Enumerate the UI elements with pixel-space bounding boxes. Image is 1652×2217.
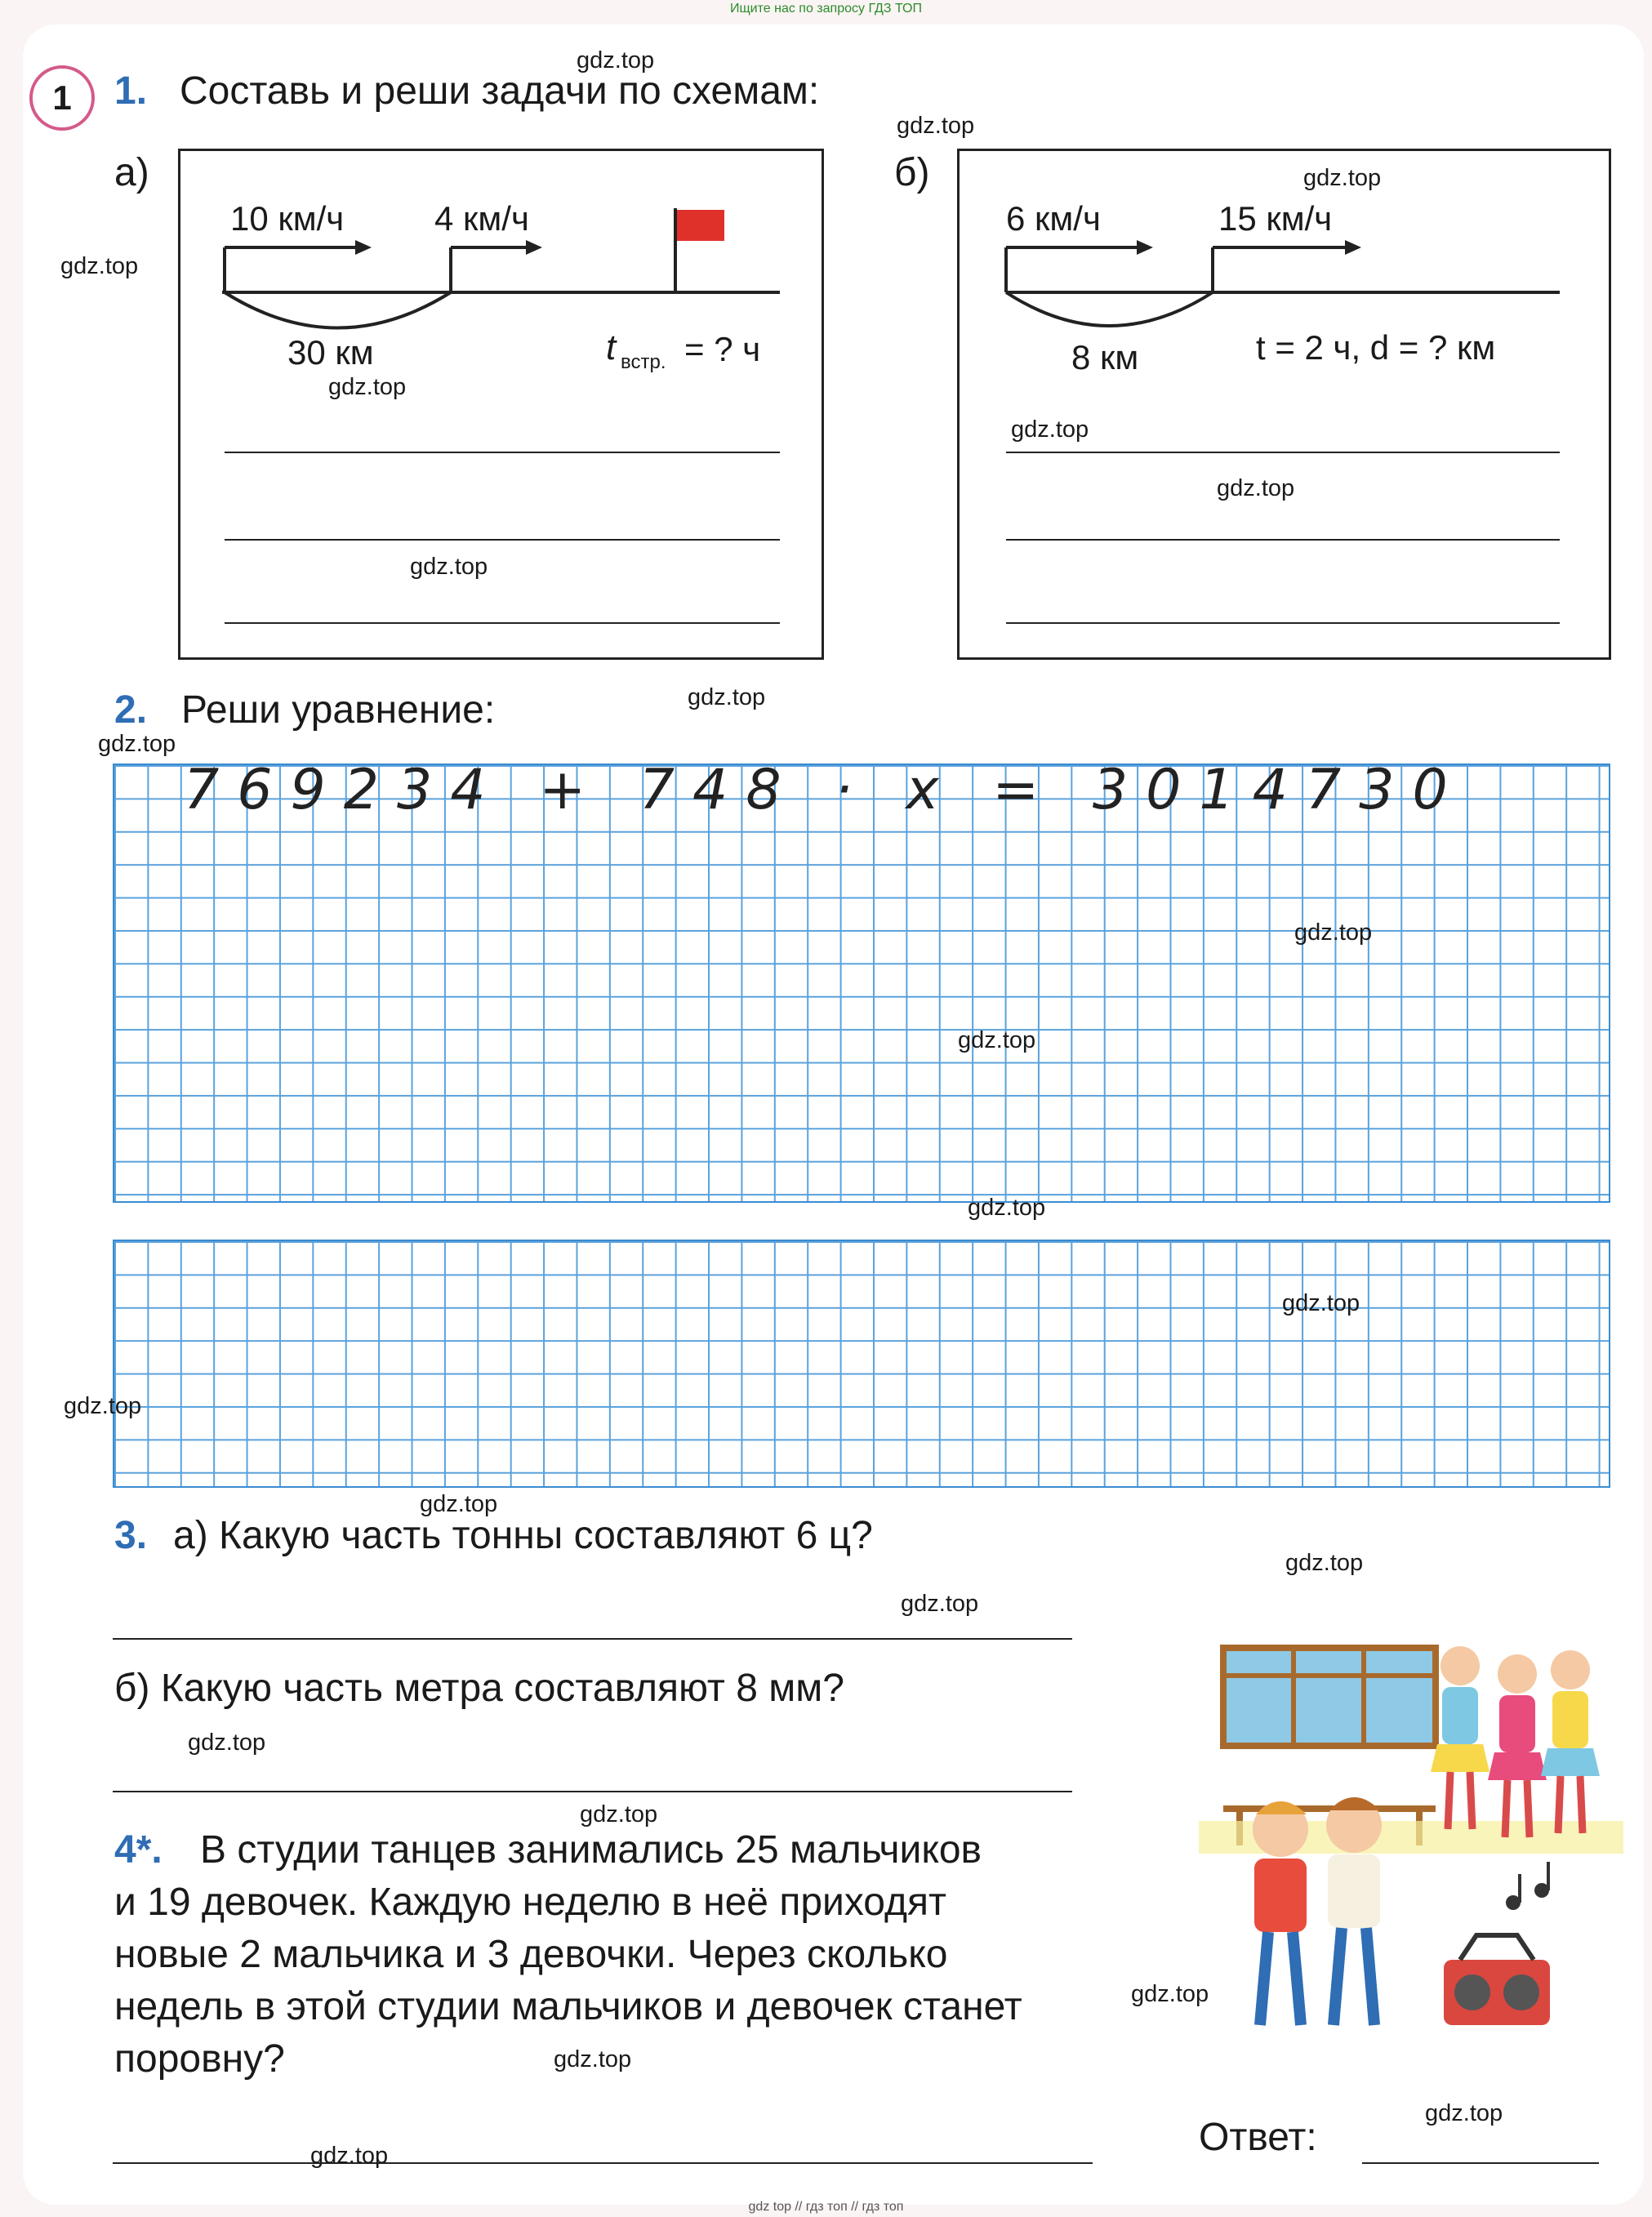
bottom-banner: gdz top // гдз топ // гдз топ — [748, 2200, 904, 2214]
scheme-b-distance-arc — [1006, 292, 1213, 326]
task4-line-1: В студии танцев занимались 25 мальчиков — [200, 1828, 982, 1872]
dance-studio-illustration — [1199, 1633, 1623, 2058]
scheme-a-t-subscript: встр. — [621, 351, 666, 373]
watermark: gdz.top — [98, 731, 176, 757]
task3-a: а) Какую часть тонны составляют 6 ц? — [173, 1514, 873, 1557]
scheme-b-label: б) — [894, 151, 930, 194]
watermark: gdz.top — [554, 2046, 632, 2072]
watermark: gdz.top — [577, 47, 655, 73]
task4-answer-line-1[interactable] — [113, 2162, 1093, 2164]
task4-line-4: недель в этой студии мальчиков и девочек станет — [114, 1985, 1022, 2028]
watermark: gdz.top — [188, 1730, 266, 1756]
scheme-b-arrow-stems — [1006, 247, 1213, 292]
top-banner: Ищите нас по запросу ГДЗ ТОП — [730, 2, 922, 16]
lesson-badge: 1 — [29, 65, 95, 131]
radio-icon — [1444, 1935, 1550, 2025]
watermark: gdz.top — [901, 1591, 979, 1617]
task1-number: 1. — [114, 69, 148, 113]
scheme-b-distance: 8 км — [1071, 338, 1139, 376]
scheme-a-speed2: 4 км/ч — [434, 199, 529, 238]
watermark: gdz.top — [958, 1027, 1036, 1053]
window-icon — [1223, 1648, 1436, 1746]
watermark: gdz.top — [1303, 165, 1382, 191]
watermark: gdz.top — [897, 113, 975, 139]
watermark: gdz.top — [1131, 1981, 1209, 2007]
task2-title: Реши уравнение: — [181, 688, 496, 732]
equation-grid[interactable] — [113, 763, 1610, 1203]
scheme-a-label: а) — [114, 151, 149, 194]
watermark: gdz.top — [64, 1393, 142, 1419]
watermark: gdz.top — [1011, 416, 1089, 443]
music-notes-icon — [1506, 1862, 1549, 1910]
scheme-b-answer-line-1 — [1006, 452, 1560, 453]
scheme-a-speed1: 10 км/ч — [230, 199, 345, 238]
answer-line[interactable] — [1362, 2162, 1599, 2164]
watermark: gdz.top — [580, 1801, 658, 1827]
watermark: gdz.top — [1217, 475, 1295, 501]
watermark: gdz.top — [1425, 2100, 1503, 2126]
task4-number: 4*. — [114, 1828, 163, 1872]
task2-number: 2. — [114, 688, 148, 732]
task3-number: 3. — [114, 1514, 148, 1557]
scheme-b-arrow-1 — [1006, 240, 1153, 255]
watermark: gdz.top — [1294, 919, 1373, 946]
scheme-a-distance: 30 км — [287, 333, 374, 372]
watermark: gdz.top — [60, 253, 139, 279]
task4-line-3: новые 2 мальчика и 3 девочки. Через сколько — [114, 1933, 948, 1976]
scheme-b-speed1: 6 км/ч — [1006, 199, 1101, 238]
equation-handwritten: 769234 + 748 · x = 3014730 — [184, 758, 1466, 822]
watermark: gdz.top — [1285, 1550, 1364, 1576]
task3-b-answer-line[interactable] — [113, 1791, 1072, 1792]
scheme-b-answer-line-2 — [1006, 539, 1560, 541]
task3-a-answer-line[interactable] — [113, 1638, 1072, 1640]
task4-line-5: поровну? — [114, 2037, 285, 2081]
scheme-b-question: t = 2 ч, d = ? км — [1256, 328, 1496, 367]
solution-grid[interactable] — [113, 1240, 1610, 1488]
watermark: gdz.top — [968, 1195, 1046, 1221]
watermark: gdz.top — [1282, 1290, 1360, 1316]
watermark: gdz.top — [688, 684, 766, 710]
watermark: gdz.top — [420, 1491, 498, 1517]
scheme-b-answer-line-3 — [1006, 622, 1560, 624]
watermark: gdz.top — [310, 2143, 389, 2169]
girls-icon — [1431, 1646, 1600, 1837]
scheme-a-t: t — [606, 327, 617, 367]
scheme-a-question: = ? ч — [684, 330, 761, 368]
task1-title: Составь и реши задачи по схемам: — [180, 69, 820, 113]
answer-label: Ответ: — [1199, 2116, 1317, 2159]
scheme-b-arrow-2 — [1213, 240, 1361, 255]
watermark: gdz.top — [410, 554, 488, 580]
task3-b: б) Какую часть метра составляют 8 мм? — [114, 1667, 844, 1710]
scheme-b-speed2: 15 км/ч — [1218, 199, 1333, 238]
task4-line-2: и 19 девочек. Каждую неделю в неё приходят — [114, 1881, 946, 1924]
watermark: gdz.top — [328, 374, 407, 400]
